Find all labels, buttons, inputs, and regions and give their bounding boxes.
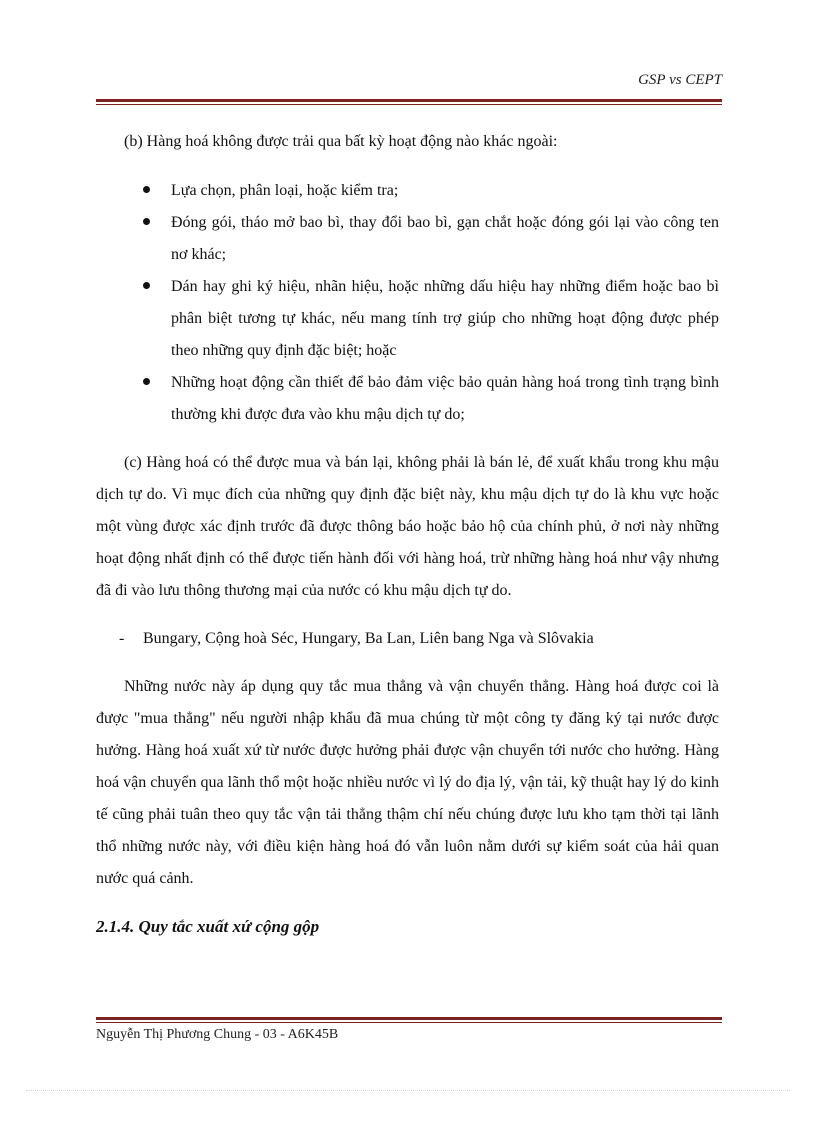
page-body — [96, 126, 719, 943]
bullet-item — [96, 207, 719, 271]
bullet-text: Đóng gói, tháo mở bao bì, thay đổi bao bì, gạn chắt hoặc đóng gói lại vào công ten nơ khác; — [171, 214, 719, 263]
bullet-item — [96, 367, 719, 431]
paragraph-direct-purchase: Những nước này áp dụng quy tắc mua thẳng và vận chuyển thẳng. Hàng hoá được coi là được "mua thẳng" nếu người nhập khẩu đã mua chúng từ một công ty đăng ký tại nước được hưởng. Hàng hoá xuất xứ từ nước được hưởng phải được vận chuyển tới nước cho hưởng. Hàng hoá vận chuyển qua lãnh thổ một hoặc nhiều nước vì lý do địa lý, vận tải, kỹ thuật hay lý do kinh tế cũng phải tuân theo quy tắc vận tải thẳng thậm chí nếu chúng được lưu kho tạm thời tại lãnh thổ những nước này, với điều kiện hàng hoá đó vẫn luôn nằm dưới sự kiểm soát của hải quan nước quá cảnh. — [96, 678, 719, 887]
running-header: GSP vs CEPT — [638, 72, 722, 88]
header-rule-thick — [96, 99, 722, 102]
footer-rule-thick — [96, 1017, 722, 1020]
bullet-item — [96, 271, 719, 367]
paragraph-b: (b) Hàng hoá không được trải qua bất kỳ hoạt động nào khác ngoài: — [124, 133, 558, 150]
bullet-list — [96, 175, 719, 431]
footer-rule-thin — [96, 1022, 722, 1023]
bullet-item — [96, 175, 719, 207]
dash-marker: - — [119, 630, 125, 647]
running-footer: Nguyễn Thị Phương Chung - 03 - A6K45B — [96, 1027, 339, 1042]
bullet-text: Lựa chọn, phân loại, hoặc kiểm tra; — [171, 182, 399, 199]
section-heading: 2.1.4. Quy tắc xuất xứ cộng gộp — [96, 917, 320, 936]
bullet-dot-icon — [143, 282, 150, 289]
bullet-text: Những hoạt động cần thiết để bảo đảm việc bảo quản hàng hoá trong tình trạng bình thường khi được đưa vào khu mậu dịch tự do; — [171, 374, 719, 423]
paragraph-c: (c) Hàng hoá có thể được mua và bán lại, không phải là bán lẻ, để xuất khẩu trong khu mậu dịch tự do. Vì mục đích của những quy định đặc biệt này, khu mậu dịch tự do là khu vực hoặc một vùng được xác định trước đã được thông báo hoặc bảo hộ của chính phủ, ở nơi này những hoạt động nhất định có thể được tiến hành đối với hàng hoá, trừ những hàng hoá như vậy nhưng đã đi vào lưu thông thương mại của nước có khu mậu dịch tự do. — [96, 454, 719, 599]
country-list-item — [96, 623, 719, 655]
bullet-dot-icon — [143, 186, 150, 193]
page-bottom-dotted-border — [26, 1090, 790, 1092]
header-rule-thin — [96, 104, 722, 105]
bullet-text: Dán hay ghi ký hiệu, nhãn hiệu, hoặc những dấu hiệu hay những điểm hoặc bao bì phân biệt tương tự khác, nếu mang tính trợ giúp cho những hoạt động được phép theo những quy định đặc biệt; hoặc — [171, 278, 719, 359]
bullet-dot-icon — [143, 378, 150, 385]
bullet-dot-icon — [143, 218, 150, 225]
country-list-text: Bungary, Cộng hoà Séc, Hungary, Ba Lan, Liên bang Nga và Slôvakia — [143, 630, 594, 647]
